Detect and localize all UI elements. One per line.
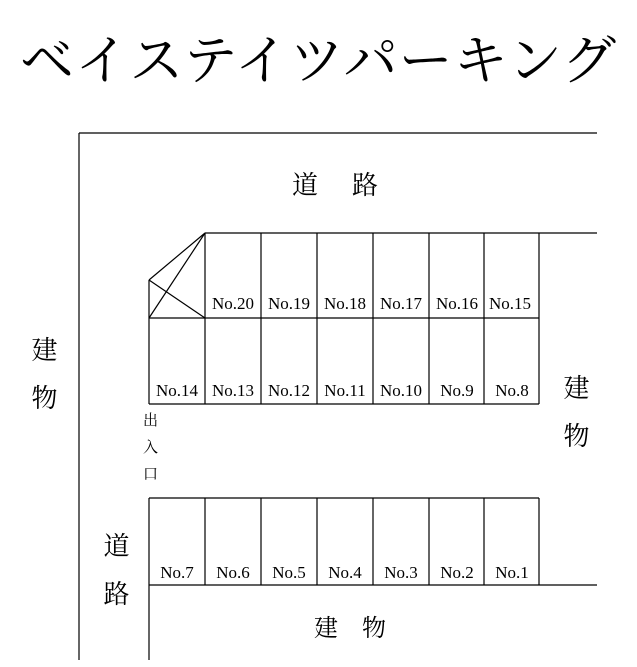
parking-space-8: No.8: [495, 381, 529, 400]
parking-space-9: No.9: [440, 381, 474, 400]
parking-space-4: No.4: [328, 563, 362, 582]
parking-space-6: No.6: [216, 563, 250, 582]
hatched-diagonal-b: [149, 233, 205, 318]
parking-space-18: No.18: [323, 294, 367, 313]
hatched-diagonal-a: [149, 280, 205, 318]
parking-space-16: No.16: [435, 294, 479, 313]
parking-space-2: No.2: [440, 563, 474, 582]
parking-space-5: No.5: [272, 563, 306, 582]
entrance-label: 出入口: [141, 412, 159, 493]
parking-space-3: No.3: [384, 563, 418, 582]
parking-space-11: No.11: [324, 381, 366, 400]
page-title: ベイステイツパーキング: [20, 29, 617, 92]
parking-space-15: No.15: [488, 294, 532, 313]
parking-space-12: No.12: [267, 381, 311, 400]
parking-space-13: No.13: [211, 381, 255, 400]
parking-space-19: No.19: [267, 294, 311, 313]
road-left-label: 道路: [99, 532, 129, 628]
parking-space-14: No.14: [155, 381, 199, 400]
building-right-label: 建物: [559, 374, 589, 470]
parking-space-7: No.7: [160, 563, 194, 582]
road-top-label: 道 路: [292, 171, 383, 201]
hatched-area-top: [149, 233, 205, 280]
building-left-label: 建物: [27, 336, 57, 432]
parking-space-17: No.17: [379, 294, 423, 313]
parking-space-10: No.10: [379, 381, 423, 400]
parking-space-20: No.20: [211, 294, 255, 313]
building-bottom-label: 建 物: [314, 614, 386, 642]
parking-space-1: No.1: [495, 563, 529, 582]
